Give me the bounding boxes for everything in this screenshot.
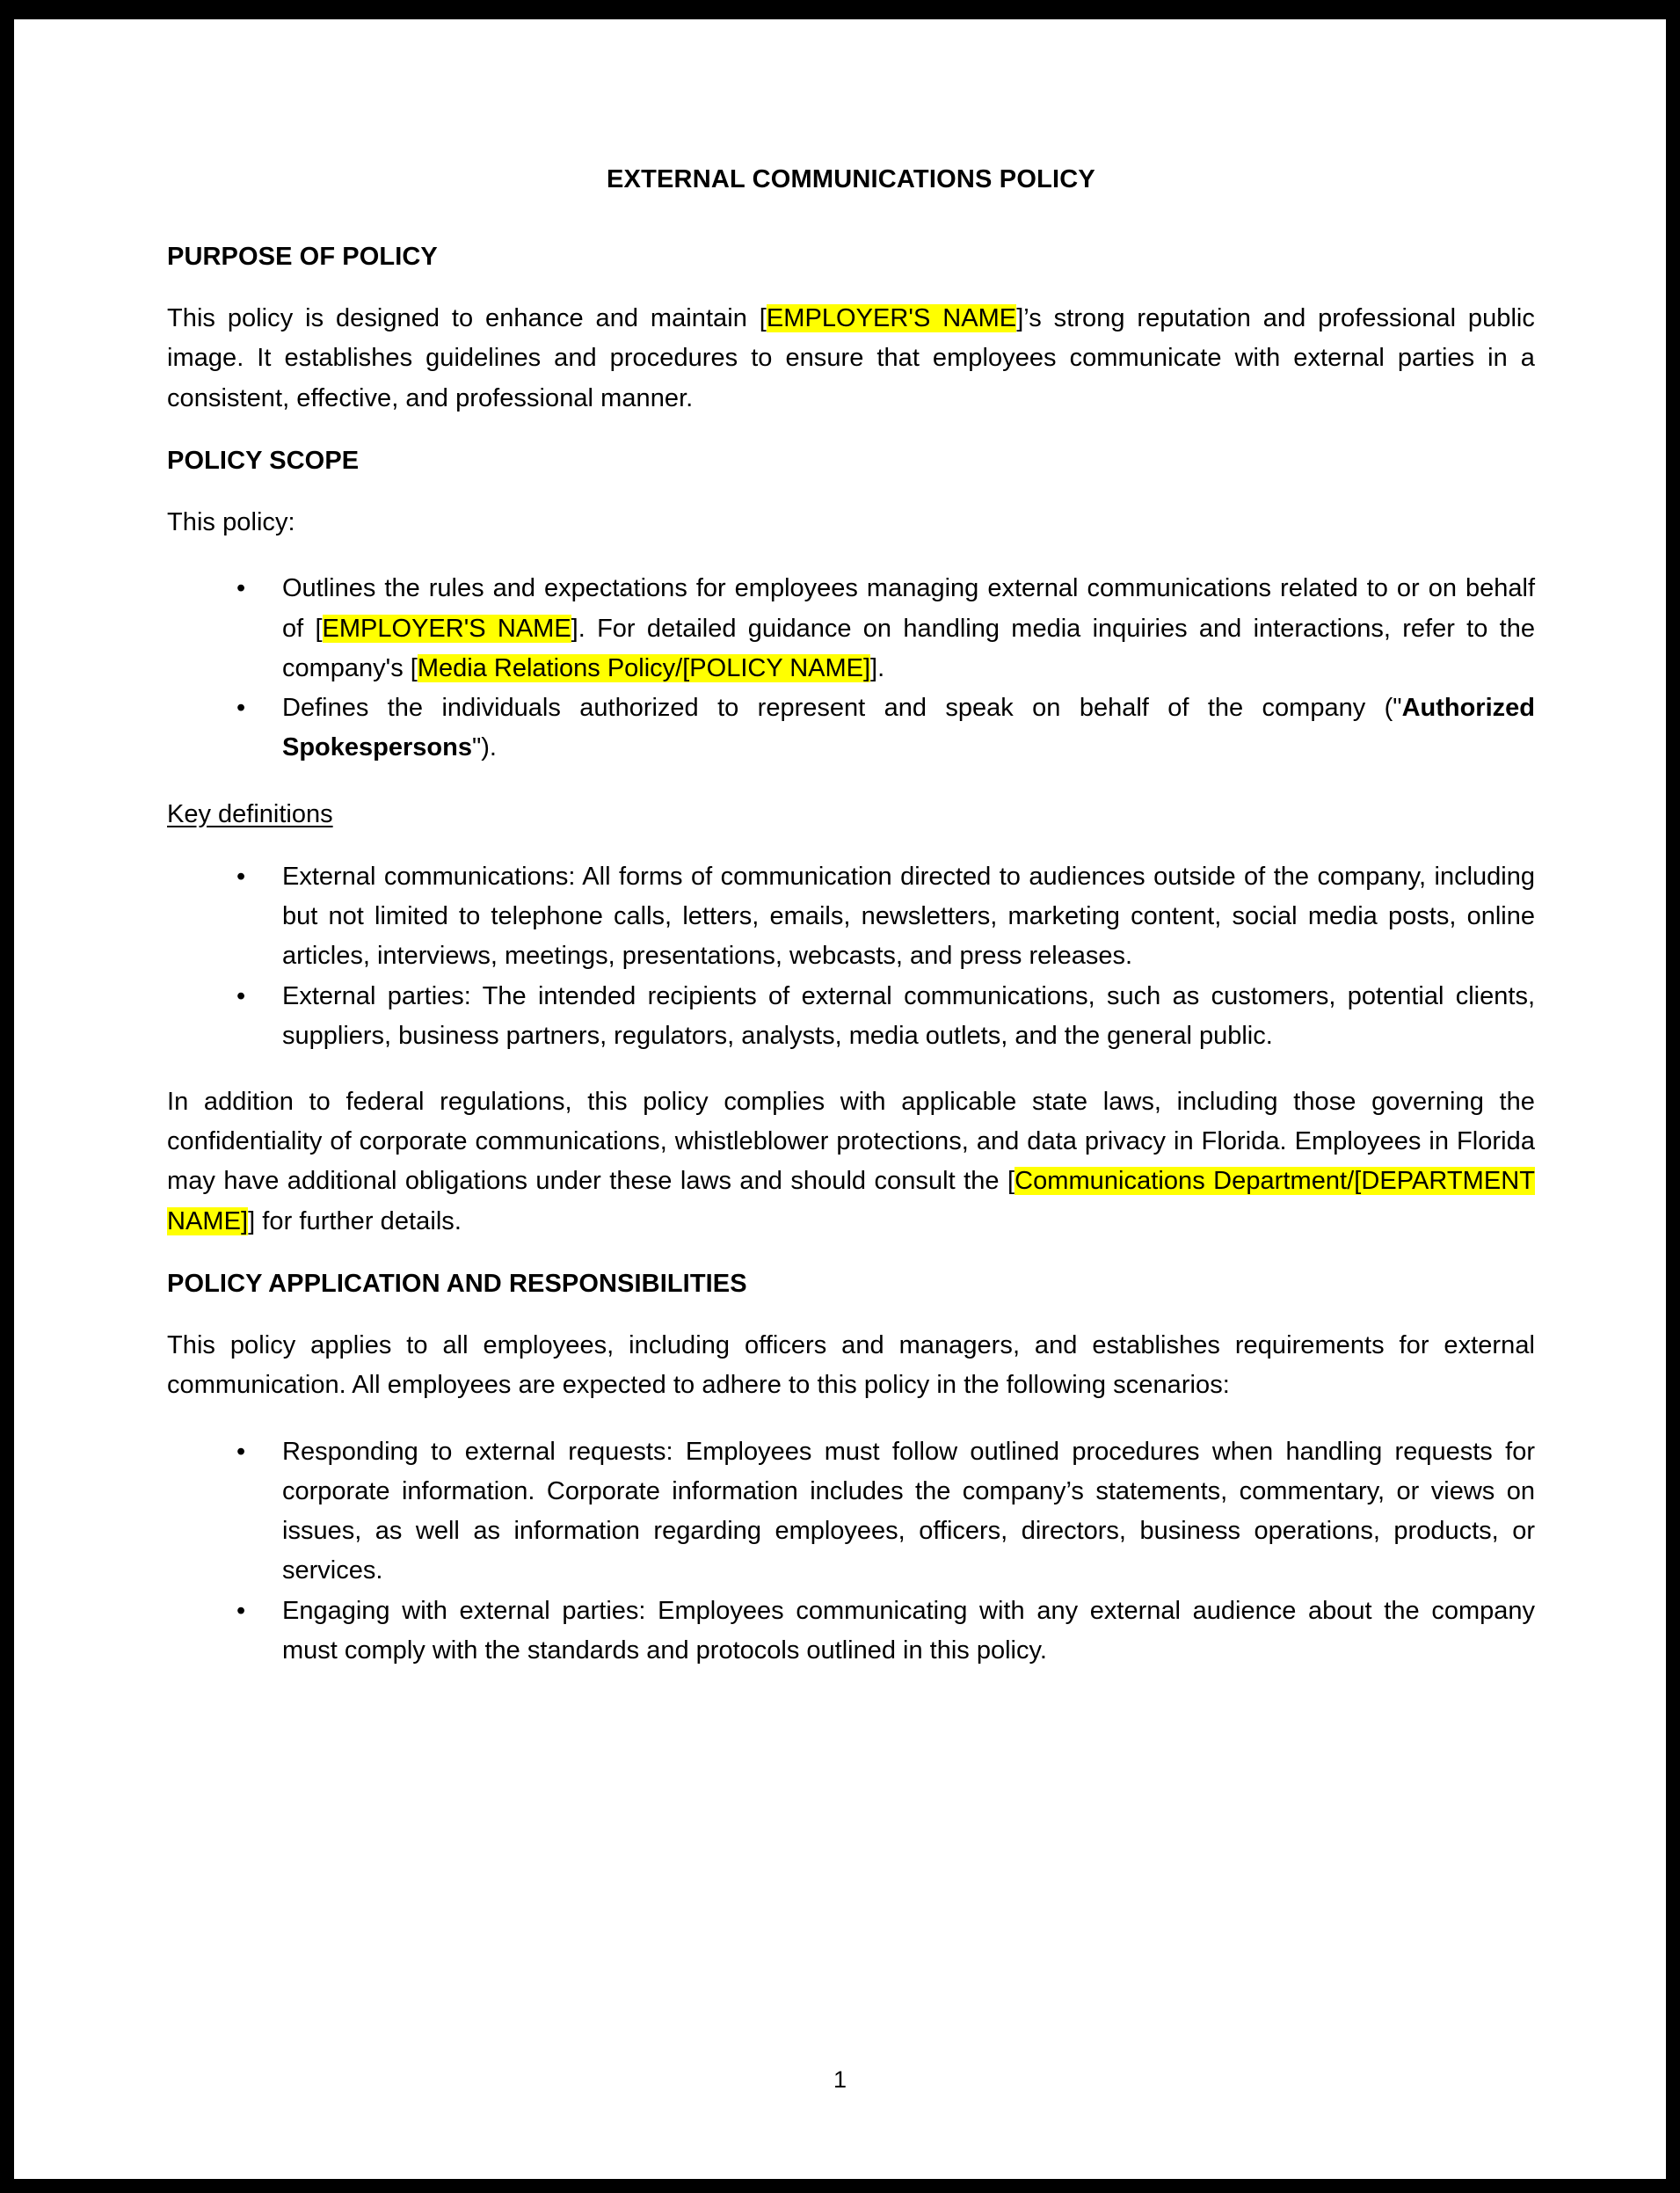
scope-bullet-2-part2: "). bbox=[471, 733, 497, 762]
subheading-key-definitions: Key definitions bbox=[167, 799, 333, 828]
application-bullet-list bbox=[167, 1432, 1535, 1671]
section-heading-purpose-of-policy: PURPOSE OF POLICY bbox=[167, 243, 438, 271]
scope-bullet-1-part1: Outlines the rules and expectations for employees managing external communications related to or on behalf of [ bbox=[282, 574, 1535, 643]
list-item: • Responding to external requests: Employees must follow outlined procedures when handling requests for corporate information. Corporate information includes the company’s statements, commentary, or views on issues, as well as information regarding employees, officers, directors, business operations, products, or services. bbox=[167, 1432, 1535, 1592]
purpose-paragraph-part1: This policy is designed to enhance and maintain [ bbox=[167, 304, 767, 333]
list-item bbox=[167, 688, 1535, 768]
section-heading-policy-scope: POLICY SCOPE bbox=[167, 446, 360, 475]
list-item: • External parties: The intended recipients of external communications, such as customers, potential clients, suppliers, business partners, regulators, analysts, media outlets, and the general public. bbox=[167, 977, 1535, 1056]
scope-bullet-1-part3: ]. bbox=[870, 653, 885, 682]
scope-bullet-1-part2: ]. For detailed guidance on handling media inquiries and interactions, refer to the company's [ bbox=[282, 614, 1535, 682]
key-definitions-bullet-list bbox=[167, 857, 1535, 1056]
state-law-part1: In addition to federal regulations, this policy complies with applicable state laws, including those governing the confidentiality of corporate communications, whistleblower protections, and data privacy in Florida. Employees in Florida may have additional obligations under these laws and should consult the [ bbox=[167, 1088, 1535, 1196]
highlight-employers-name: EMPLOYER'S NAME bbox=[766, 304, 1017, 333]
document-content bbox=[167, 167, 1535, 1697]
purpose-paragraph bbox=[167, 299, 1535, 419]
list-item: • External communications: All forms of communication directed to audiences outside of the company, including but not limited to telephone calls, letters, emails, newsletters, marketing content, social media posts, online articles, interviews, meetings, presentations, webcasts, and press releases. bbox=[167, 857, 1535, 977]
scope-bullet-2-part1: Defines the individuals authorized to represent and speak on behalf of the company (" bbox=[282, 694, 1402, 723]
highlight-employers-name: EMPLOYER'S NAME bbox=[322, 614, 571, 643]
page-title: EXTERNAL COMMUNICATIONS POLICY bbox=[607, 165, 1095, 193]
application-paragraph: This policy applies to all employees, including officers and managers, and establishes requirements for external communication. All employees are expected to adhere to this policy in the following scenarios: bbox=[167, 1331, 1535, 1400]
highlight-communications-department: Communications Department/[DEPARTMENT NAME] bbox=[167, 1167, 1535, 1235]
state-law-part2: ] for further details. bbox=[248, 1206, 462, 1235]
section-heading-policy-application-and-responsibilities: POLICY APPLICATION AND RESPONSIBILITIES bbox=[167, 1269, 747, 1298]
list-item bbox=[167, 569, 1535, 688]
highlight-media-relations-policy: Media Relations Policy/[POLICY NAME] bbox=[417, 653, 871, 682]
list-item: • Engaging with external parties: Employees communicating with any external audience about the company must comply with the standards and protocols outlined in this policy. bbox=[167, 1592, 1535, 1671]
page-number: 1 bbox=[833, 2066, 847, 2093]
scope-intro-text: This policy: bbox=[167, 508, 295, 537]
purpose-paragraph-part2: ]’s strong reputation and professional public image. It establishes guidelines and procedures to ensure that employees communicate with external parties in a consistent, effective, and professional manner. bbox=[167, 304, 1535, 412]
state-law-paragraph bbox=[167, 1082, 1535, 1242]
scope-bullet-list bbox=[167, 569, 1535, 768]
bold-authorized-spokespersons: Authorized Spokespersons bbox=[282, 694, 1535, 762]
document-page bbox=[14, 19, 1666, 2179]
